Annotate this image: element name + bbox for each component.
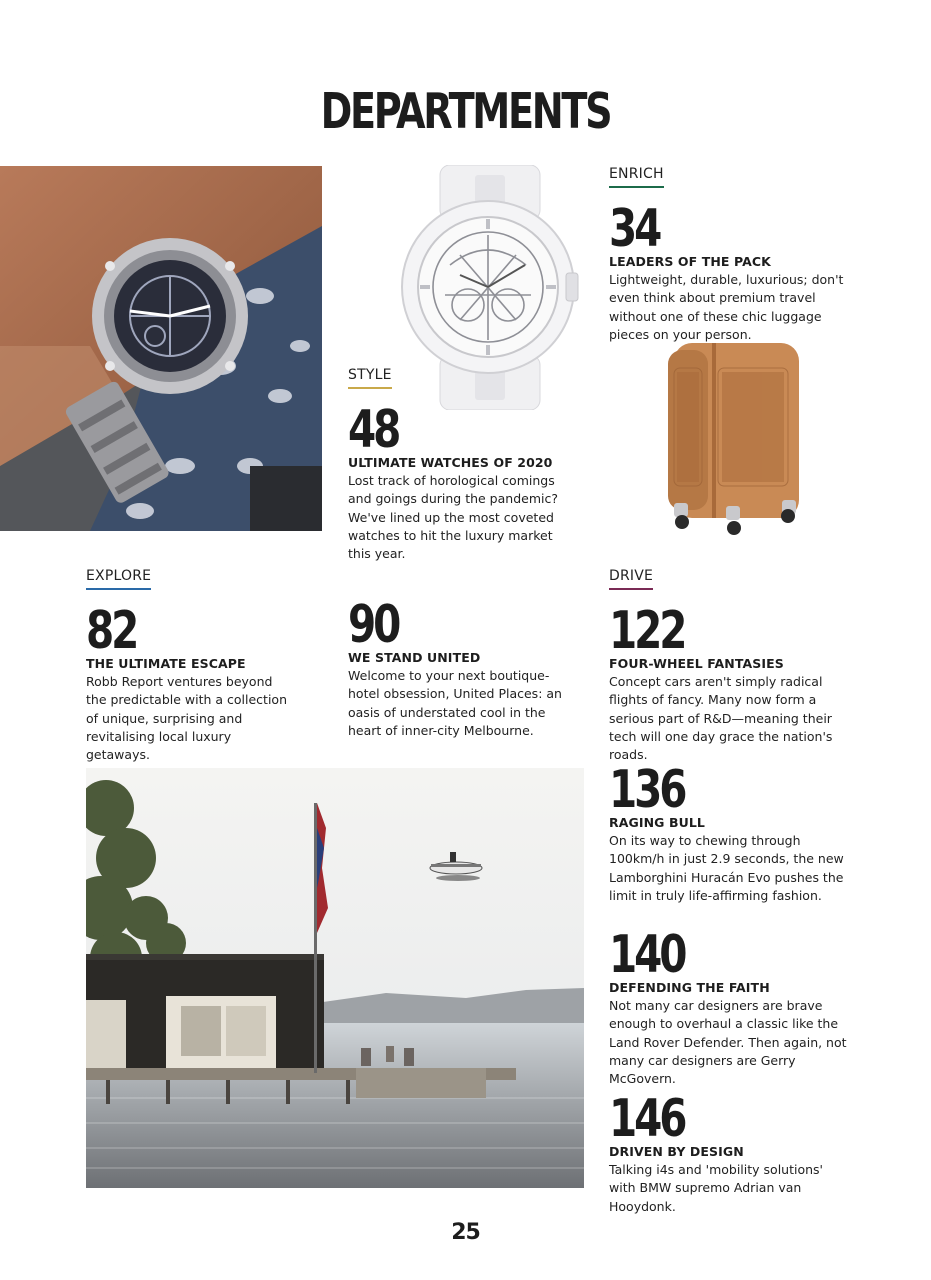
section-label-explore: EXPLORE bbox=[86, 568, 152, 584]
section-rule-enrich bbox=[609, 186, 664, 188]
article-blurb: On its way to chewing through 100km/h in just 2.9 seconds, the new Lamborghini Huracán Evo pushes the limit in truly life-affirming fashion. bbox=[609, 833, 844, 903]
article-headline: THE ULTIMATE ESCAPE bbox=[86, 656, 246, 671]
style-section bbox=[348, 364, 598, 563]
article-headline: RAGING BULL bbox=[609, 815, 705, 830]
enrich-section bbox=[609, 163, 859, 344]
article-blurb: Robb Report ventures beyond the predictable with a collection of unique, surprising and revitalising local luxury getaways. bbox=[86, 674, 287, 763]
article-blurb: Concept cars aren't simply radical flights of fancy. Many now form a serious part of R&D—meaning their tech will one day grace the nation's roads. bbox=[609, 674, 833, 763]
explore-section bbox=[86, 565, 336, 764]
article-blurb: Lost track of horological comings and goings during the pandemic? We've lined up the most coveted watches to hit the luxury market this year. bbox=[348, 473, 558, 562]
section-label-enrich: ENRICH bbox=[609, 166, 664, 182]
section-label-drive: DRIVE bbox=[609, 568, 654, 584]
wrist-watch-photo bbox=[0, 166, 322, 531]
article-blurb: Lightweight, durable, luxurious; don't even think about premium travel without one of these chic luggage pieces on your person. bbox=[609, 272, 844, 342]
drive-article-140 bbox=[609, 925, 859, 1088]
page-ref-number[interactable]: 146 bbox=[609, 1089, 685, 1149]
article-blurb: Welcome to your next boutique-hotel obsession, United Places: an oasis of understated cool in the heart of inner-city Melbourne. bbox=[348, 668, 562, 738]
page-ref-number[interactable]: 48 bbox=[348, 400, 399, 460]
section-rule-style bbox=[348, 387, 392, 389]
article-headline: LEADERS OF THE PACK bbox=[609, 254, 771, 269]
explore-second-article bbox=[348, 595, 598, 740]
page-ref-number[interactable]: 90 bbox=[348, 595, 399, 655]
article-blurb: Not many car designers are brave enough to overhaul a classic like the Land Rover Defender. Then again, not many car designers are Gerry McGovern. bbox=[609, 998, 847, 1087]
page-ref-number[interactable]: 122 bbox=[609, 601, 685, 661]
drive-article-136 bbox=[609, 760, 859, 905]
page-title: DEPARTMENTS bbox=[320, 83, 611, 140]
tan-suitcase bbox=[664, 338, 804, 538]
section-rule-explore bbox=[86, 588, 151, 590]
article-headline: DEFENDING THE FAITH bbox=[609, 980, 770, 995]
page-number: 25 bbox=[451, 1220, 480, 1245]
article-headline: WE STAND UNITED bbox=[348, 650, 481, 665]
page-ref-number[interactable]: 82 bbox=[86, 601, 137, 661]
article-headline: FOUR-WHEEL FANTASIES bbox=[609, 656, 784, 671]
drive-section bbox=[609, 565, 859, 764]
section-label-style: STYLE bbox=[348, 367, 392, 383]
drive-article-146 bbox=[609, 1089, 859, 1216]
lake-boathouse-photo bbox=[86, 768, 584, 1188]
article-headline: ULTIMATE WATCHES OF 2020 bbox=[348, 455, 553, 470]
section-rule-drive bbox=[609, 588, 653, 590]
page-ref-number[interactable]: 140 bbox=[609, 925, 685, 985]
article-headline: DRIVEN BY DESIGN bbox=[609, 1144, 744, 1159]
page-ref-number[interactable]: 136 bbox=[609, 760, 685, 820]
article-blurb: Talking i4s and 'mobility solutions' with BMW supremo Adrian van Hooydonk. bbox=[609, 1162, 823, 1214]
page-ref-number[interactable]: 34 bbox=[609, 199, 660, 259]
